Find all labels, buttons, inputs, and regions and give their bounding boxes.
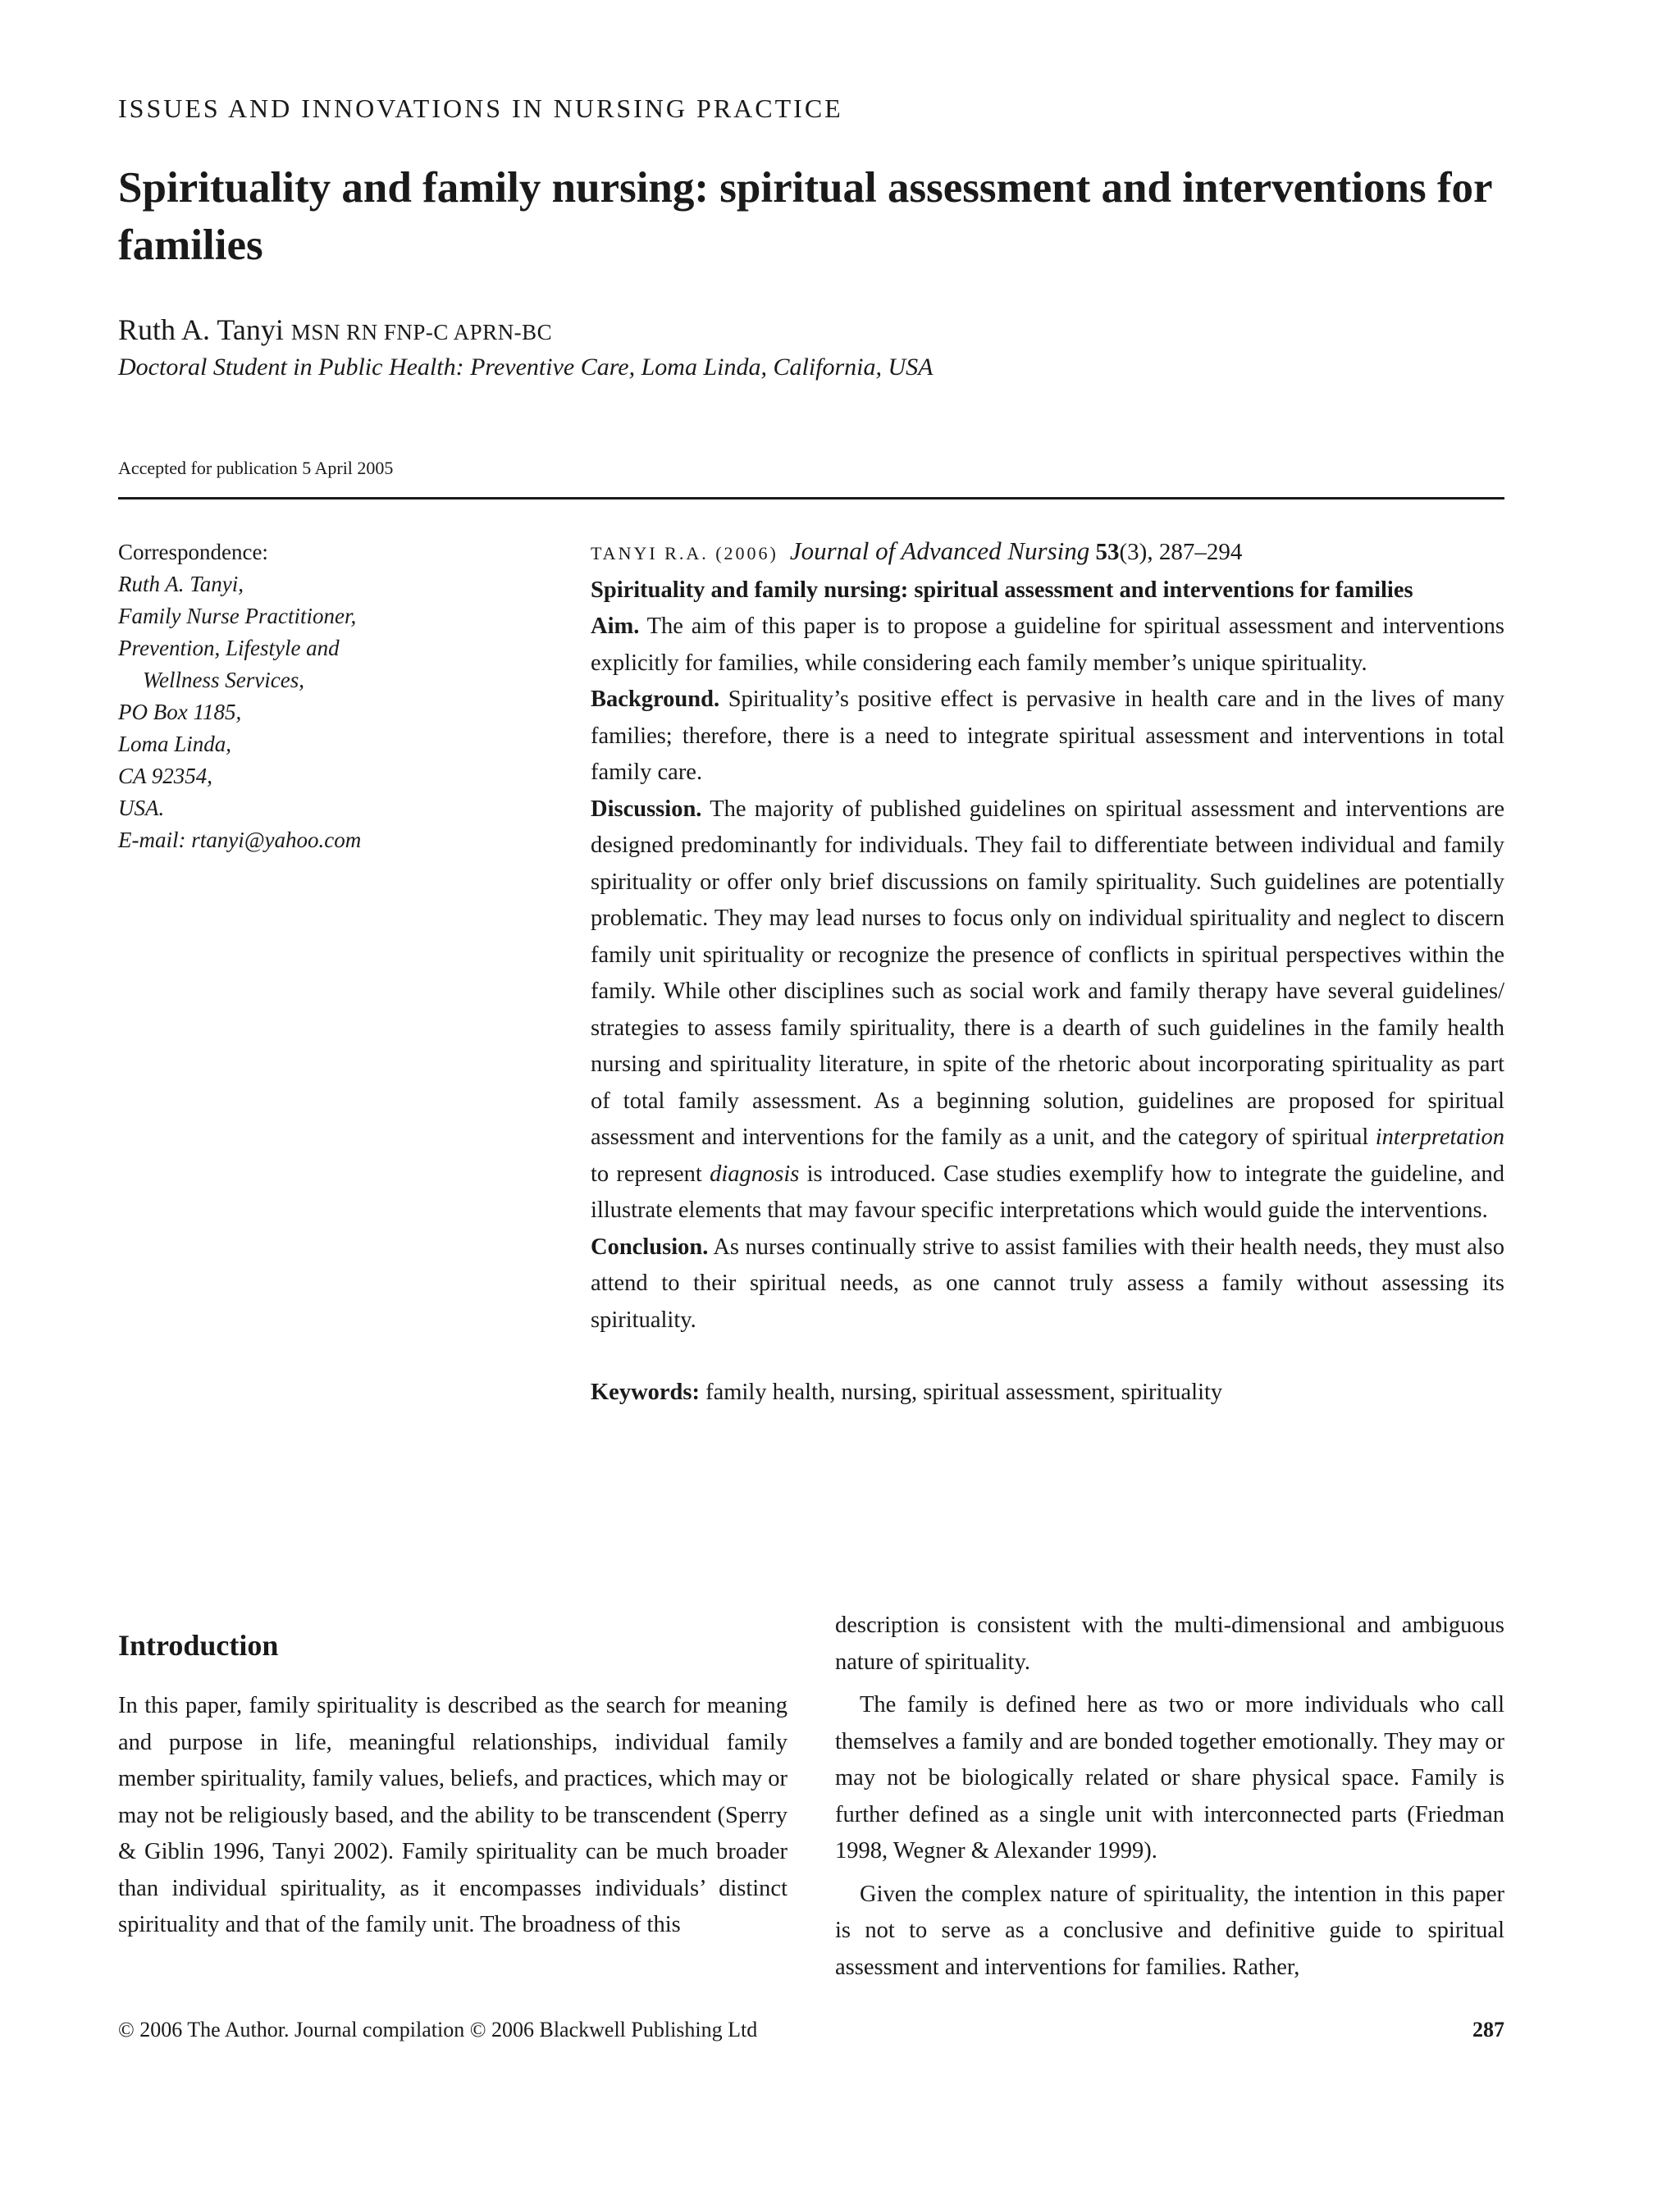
copyright-notice: © 2006 The Author. Journal compilation © 2006 Blackwell Publishing Ltd (118, 2018, 758, 2041)
citation-line (591, 533, 1504, 573)
section-label: ISSUES AND INNOVATIONS IN NURSING PRACTICE (118, 94, 843, 123)
journal-issue-pages: (3), 287–294 (1119, 539, 1243, 565)
author-line (118, 312, 552, 350)
abstract-block (591, 533, 1504, 1412)
accepted-date: Accepted for publication 5 April 2005 (118, 458, 394, 478)
body-paragraph: Given the complex nature of spirituality, the intention in this paper is not to serve as a conclusive and definitive guide to spiritual assessment and interventions for families. Rather, (835, 1881, 1504, 1980)
citation-authors: TANYI R.A. (2006) (591, 543, 778, 563)
keywords-line (591, 1375, 1504, 1412)
page-footer (118, 2018, 1504, 2042)
article-title: Spirituality and family nursing: spiritual assessment and interventions for families (118, 164, 1492, 269)
discussion-text: is introduced. Case studies exemplify how to integrate the guideline, and illustrate elements that may favour specific interpretations which would guide the interventions. (591, 1161, 1505, 1223)
correspondence-email: E-mail: rtanyi@yahoo.com (118, 828, 362, 852)
discussion-text: to represent (591, 1161, 702, 1187)
discussion-emphasis: diagnosis (710, 1161, 800, 1187)
conclusion-heading: Conclusion. (591, 1234, 709, 1260)
aim-heading: Aim. (591, 614, 640, 639)
correspondence-line: Ruth A. Tanyi, (118, 572, 244, 596)
correspondence-line: Prevention, Lifestyle and (118, 636, 340, 660)
author-affiliation: Doctoral Student in Public Health: Preventive Care, Loma Linda, California, USA (118, 354, 934, 381)
correspondence-line: PO Box 1185, (118, 700, 242, 724)
body-paragraph: In this paper, family spirituality is described as the search for meaning and purpose in life, meaningful relationships, individual family member spirituality, family values, beliefs, and practices, which may or may not be religiously based, and the ability to be transcendent (Sperry & Giblin 1996, Tanyi 2002). Family spirituality can be much broader than individual spirituality, as it encompasses individuals’ distinct spirituality and that of the family unit. The broadness of this (118, 1693, 788, 1937)
discussion-text: The majority of published guidelines on spiritual assessment and interventions are designed predominantly for individuals. They fail to differentiate between individual and family spirituality or offer only brief discussions on family spirituality. Such guidelines are potentially problematic. They may lead nurses to focus only on individual spirituality and neglect to discern family unit spirituality or recognize the presence of conflicts in spiritual perspectives within the family. While other disciplines such as social work and family therapy have several guidelines/ strategies to assess family spirituality, there is a dearth of such guidelines in the family health nursing and spirituality literature, in spite of the rhetoric about incorporating spirituality as part of total family assessment. As a beginning solution, guidelines are proposed for spiritual assessment and interventions for the family as a unit, and the category of spiritual (591, 796, 1504, 1150)
journal-volume: 53 (1095, 539, 1120, 565)
correspondence-label: Correspondence: (118, 540, 268, 564)
correspondence-line: Loma Linda, (118, 732, 232, 756)
introduction-heading: Introduction (118, 1629, 279, 1662)
abstract-aim (591, 609, 1504, 682)
background-text: Spirituality’s positive effect is pervasive in health care and in the lives of many families; therefore, there is a need to integrate spiritual assessment and interventions in total family care. (591, 687, 1505, 785)
keywords-heading: Keywords: (591, 1380, 700, 1405)
background-heading: Background. (591, 687, 720, 712)
abstract-background (591, 682, 1504, 792)
journal-name: Journal of Advanced Nursing (789, 536, 1090, 565)
body-column-right (835, 1608, 1504, 1986)
author-name: Ruth A. Tanyi (118, 313, 284, 346)
body-paragraph: description is consistent with the multi-dimensional and ambiguous nature of spirituality. (835, 1613, 1504, 1675)
abstract-title: Spirituality and family nursing: spiritual assessment and interventions for families (591, 577, 1413, 603)
correspondence-line: Wellness Services, (143, 668, 304, 692)
conclusion-text: As nurses continually strive to assist families with their health needs, they must also attend to their spiritual needs, as one cannot truly assess a family without assessing its spirituality. (591, 1234, 1504, 1333)
keywords-text: family health, nursing, spiritual assessment, spirituality (705, 1380, 1223, 1405)
discussion-emphasis: interpretation (1375, 1125, 1505, 1150)
correspondence-line: Family Nurse Practitioner, (118, 604, 357, 628)
correspondence-line: CA 92354, (118, 764, 213, 788)
correspondence-line: USA. (118, 796, 165, 820)
discussion-heading: Discussion. (591, 796, 702, 822)
correspondence-block (118, 536, 479, 856)
author-credentials: MSN RN FNP-C APRN-BC (290, 320, 553, 344)
page-number: 287 (1472, 2018, 1504, 2041)
body-paragraph: The family is defined here as two or more individuals who call themselves a family and are bonded together emotionally. They may or may not be biologically related or share physical space. Family is further defined as a single unit with interconnected parts (Friedman 1998, Wegner & Alexander 1999). (835, 1692, 1504, 1864)
aim-text: The aim of this paper is to propose a guideline for spiritual assessment and interventions explicitly for families, while considering each family member’s unique spirituality. (591, 614, 1504, 676)
abstract-discussion (591, 792, 1504, 1229)
body-column-left (118, 1616, 788, 1944)
header-divider (118, 497, 1504, 500)
abstract-conclusion (591, 1229, 1504, 1339)
